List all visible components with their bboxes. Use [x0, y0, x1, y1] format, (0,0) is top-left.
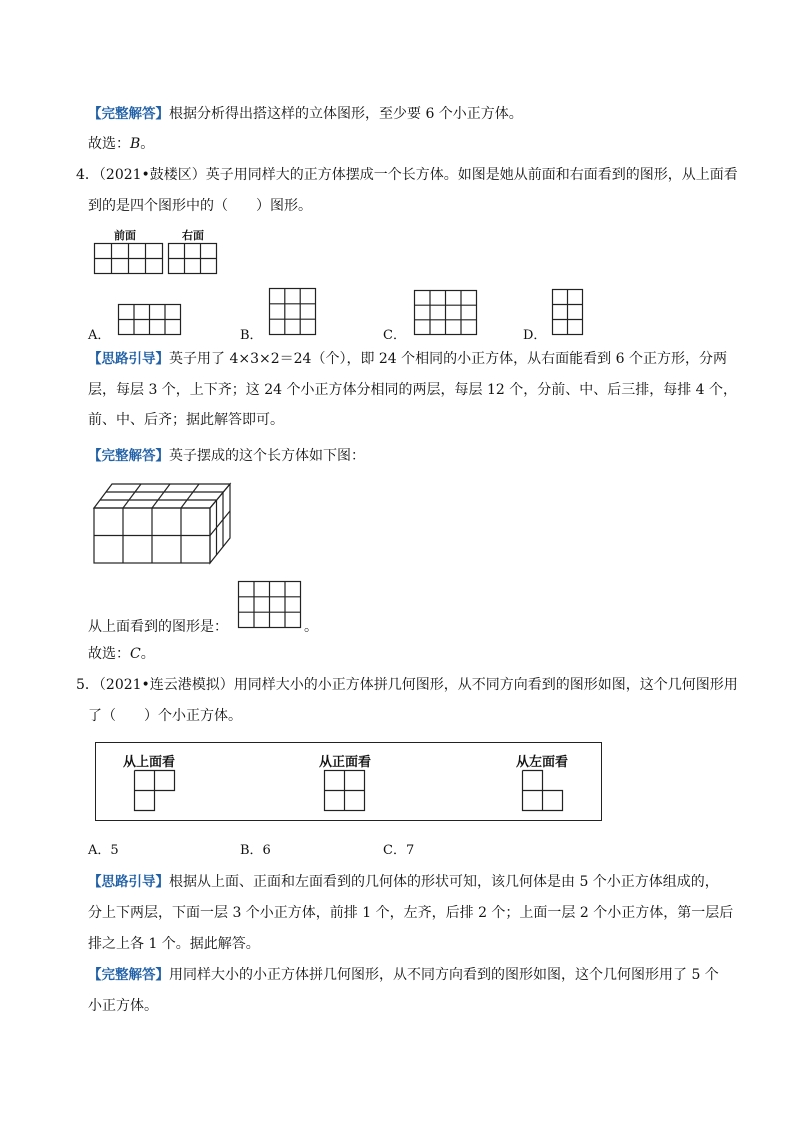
right-view-label: 右面 — [182, 229, 204, 242]
choice-end: 。 — [140, 136, 155, 152]
q4-question-line2: 到的是四个图形中的（ ）图形。 — [88, 198, 312, 214]
top-view-figure — [238, 581, 302, 629]
view-front-label: 从正面看 — [319, 755, 372, 770]
hint-tag: 【思路引导】 — [88, 351, 169, 367]
view-left-label: 从左面看 — [516, 755, 569, 770]
q5-option-a: A．5 — [88, 843, 119, 858]
q4-option-b: B． — [240, 328, 263, 343]
q5-option-b: B．6 — [240, 843, 271, 858]
q5-answer-line1 — [88, 965, 719, 985]
view-left-figure — [522, 770, 568, 812]
q5-question-line1: 5．（2021•连云港模拟）用同样大小的小正方体拼几何图形，从不同方向看到的图形如图，这个几何图形用 — [76, 677, 738, 693]
q4-answer-line — [88, 446, 365, 466]
choice-prefix: 故选： — [88, 646, 130, 662]
option-d-figure — [552, 289, 584, 336]
option-c-figure — [414, 290, 478, 336]
right-view-figure — [168, 243, 218, 275]
hint-tag: 【思路引导】 — [88, 874, 169, 890]
answer-text: 英子摆成的这个长方体如下图： — [169, 448, 365, 464]
q4-hint-line2: 层，每层 3 个，上下齐；这 24 个小正方体分相同的两层，每层 12 个，分前、中、后三排，每排 4 个， — [88, 382, 738, 398]
q5-hint-line2: 分上下两层，下面一层 3 个小正方体，前排 1 个，左齐，后排 2 个；上面一层 2 个小正方体，第一层后 — [88, 905, 734, 921]
cuboid-3d-figure — [92, 480, 234, 566]
answer-tag: 【完整解答】 — [88, 448, 169, 464]
choice-prefix: 故选： — [88, 136, 130, 152]
q4-hint-line3: 前、中、后齐；据此解答即可。 — [88, 412, 284, 428]
q3-answer-line — [88, 104, 523, 124]
q4-question-line1: 4．（2021•鼓楼区）英子用同样大的正方体摆成一个长方体。如图是她从前面和右面看到的图形，从上面看 — [76, 167, 738, 183]
q3-choice-line — [88, 134, 154, 154]
hint-text: 根据从上面、正面和左面看到的几何体的形状可知，该几何体是由 5 个小正方体组成的， — [169, 874, 719, 890]
option-b-figure — [269, 288, 317, 336]
choice-value: C — [130, 646, 141, 662]
top-view-end: 。 — [304, 619, 318, 635]
answer-text: 根据分析得出搭这样的立体图形，至少要 6 个小正方体。 — [169, 106, 523, 122]
q5-hint-line3: 排之上各 1 个。据此解答。 — [88, 936, 260, 952]
choice-end: 。 — [140, 646, 155, 662]
q5-hint-line1 — [88, 872, 719, 892]
front-view-label: 前面 — [114, 229, 136, 242]
q4-top-view-text: 从上面看到的图形是： — [88, 619, 228, 635]
option-a-figure — [118, 304, 182, 336]
view-top-label: 从上面看 — [123, 755, 176, 770]
q5-answer-line2: 小正方体。 — [88, 998, 158, 1014]
view-front-figure — [324, 770, 366, 812]
q4-choice-line — [88, 644, 155, 664]
q4-option-d: D． — [523, 328, 547, 343]
answer-text: 用同样大小的小正方体拼几何图形，从不同方向看到的图形如图，这个几何图形用了 5 个 — [169, 967, 719, 983]
hint-text: 英子用了 4×3×2＝24（个），即 24 个相同的小正方体，从右面能看到 6 个正方形，分两 — [169, 351, 727, 367]
q4-hint-line1 — [88, 349, 727, 369]
view-top-figure — [134, 770, 180, 812]
q5-option-c: C．7 — [383, 843, 415, 858]
q4-option-a: A． — [88, 328, 111, 343]
front-view-figure — [94, 243, 164, 275]
answer-tag: 【完整解答】 — [88, 106, 169, 122]
q5-question-line2: 了（ ）个小正方体。 — [88, 708, 242, 724]
choice-value: B — [130, 136, 141, 152]
answer-tag: 【完整解答】 — [88, 967, 169, 983]
q4-option-c: C． — [383, 328, 406, 343]
